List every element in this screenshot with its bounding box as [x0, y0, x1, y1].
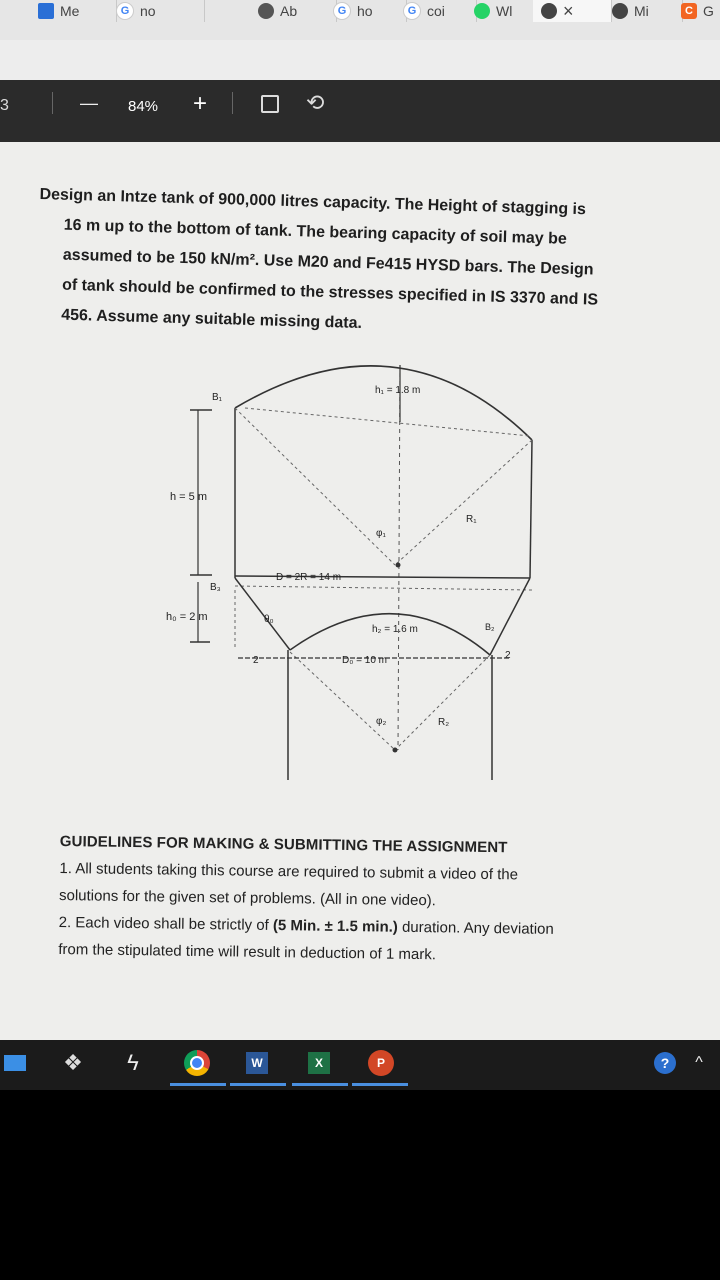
tab-g[interactable]: [673, 0, 720, 22]
close-tab-icon[interactable]: ×: [563, 0, 574, 21]
center-point-r1: [396, 563, 401, 568]
right-wall: [530, 440, 532, 578]
page-number: 3: [0, 97, 9, 114]
tab-label: ho: [357, 3, 373, 19]
excel-icon[interactable]: X: [304, 1048, 334, 1078]
problem-line: of tank should be confirmed to the stresses specified in IS 3370 and IS: [61, 276, 599, 309]
top-dome-outline: [235, 366, 532, 440]
label-h2: h₂ = 1.6 m: [372, 624, 418, 635]
guideline-line: 1. All students taking this course are required to submit a video of the: [59, 859, 519, 884]
active-indicator: [170, 1083, 226, 1086]
intze-tank-diagram: [150, 350, 570, 790]
problem-line: 16 m up to the bottom of tank. The bearing capacity of soil may be: [63, 216, 567, 248]
tab-label: Ab: [280, 3, 298, 19]
word-icon[interactable]: W: [242, 1048, 272, 1078]
blue-app-icon: [38, 3, 54, 19]
tab-label: Me: [60, 3, 80, 19]
guidelines-title: GUIDELINES FOR MAKING & SUBMITTING THE ASSIGNMENT: [59, 832, 508, 857]
app-icon: [541, 3, 557, 19]
problem-line: 456. Assume any suitable missing data.: [60, 306, 363, 333]
guideline-line: from the stipulated time will result in deduction of 1 mark.: [58, 940, 437, 964]
guideline-text: duration. Any deviation: [397, 918, 554, 938]
right-cone: [490, 578, 530, 655]
tab-active[interactable]: [533, 0, 612, 22]
radius-line-r1-left: [235, 408, 395, 565]
tab-label: Wl: [496, 3, 513, 19]
active-indicator: [292, 1083, 348, 1086]
windows-taskbar: [0, 1040, 720, 1090]
radius-line-r2-right: [395, 655, 490, 750]
google-icon: G: [333, 2, 351, 20]
label-r1: R₁: [466, 514, 477, 525]
app-icon: [612, 3, 628, 19]
problem-line: assumed to be 150 kN/m². Use M20 and Fe415 HYSD bars. The Design: [62, 246, 594, 279]
rotate-icon[interactable]: ⟲: [306, 90, 325, 115]
zoom-in-button[interactable]: +: [193, 90, 208, 117]
label-two-left: 2: [253, 655, 259, 666]
active-indicator: [352, 1083, 408, 1086]
zoom-level: 84%: [128, 98, 159, 115]
label-b2: B₂: [485, 622, 495, 632]
zoom-out-button[interactable]: —: [80, 93, 98, 113]
tab-me[interactable]: [30, 0, 117, 22]
ring-beam-b3-line: [235, 586, 532, 590]
label-ho: h₀ = 2 m: [166, 611, 208, 623]
chrome-icon[interactable]: [182, 1048, 212, 1078]
globe-icon: [258, 3, 274, 19]
google-icon: G: [116, 2, 134, 20]
tab-no[interactable]: [108, 0, 205, 22]
dropbox-icon[interactable]: ❖: [63, 1050, 83, 1075]
tab-ab[interactable]: [250, 0, 337, 22]
guideline-duration: (5 Min. ± 1.5 min.): [272, 916, 398, 936]
guideline-line: solutions for the given set of problems. (All in one video).: [58, 886, 437, 910]
tab-label: G: [703, 3, 714, 19]
google-icon: G: [403, 2, 421, 20]
label-b3: B₃: [210, 582, 221, 593]
tab-mi[interactable]: [604, 0, 683, 22]
radius-line-r2-left: [290, 652, 395, 750]
label-b1: B₁: [212, 392, 223, 403]
mail-icon[interactable]: [0, 1048, 30, 1078]
guidelines-section: [58, 828, 650, 971]
powerpoint-icon[interactable]: P: [366, 1048, 396, 1078]
label-d: D = 2R = 14 m: [276, 572, 342, 583]
label-r2: R₂: [438, 717, 450, 728]
problem-line: Design an Intze tank of 900,000 litres capacity. The Height of stagging is: [39, 185, 587, 219]
guideline-text: 2. Each video shall be strictly of: [58, 913, 274, 934]
ring-beam-b1-line: [245, 408, 530, 436]
divider: [232, 92, 233, 114]
radius-line-r1-right: [395, 440, 532, 565]
tab-label: no: [140, 3, 156, 19]
center-axis: [398, 365, 400, 750]
left-cone: [235, 578, 290, 650]
label-do: D₀ = 10 m: [342, 655, 387, 666]
tab-coi[interactable]: [395, 0, 477, 22]
center-point-r2: [393, 748, 398, 753]
active-indicator: [230, 1083, 286, 1086]
label-theta0: θ₀: [264, 614, 274, 625]
divider: [52, 92, 53, 114]
whatsapp-icon: [474, 3, 490, 19]
label-phi2: φ₂: [376, 716, 387, 727]
lightning-icon[interactable]: ϟ: [127, 1050, 139, 1075]
label-phi1: φ₁: [376, 528, 386, 539]
tray-chevron-icon[interactable]: ^: [695, 1054, 703, 1071]
fit-page-icon[interactable]: [261, 95, 279, 113]
tab-label: coi: [427, 3, 445, 19]
orange-c-icon: C: [681, 3, 697, 19]
label-h: h = 5 m: [170, 491, 207, 503]
problem-statement: [36, 180, 665, 347]
help-icon[interactable]: ?: [650, 1048, 680, 1078]
label-two-right: 2: [505, 650, 511, 661]
label-h1: h₁ = 1.8 m: [375, 385, 421, 396]
address-bar-area: [0, 40, 720, 81]
tab-label: Mi: [634, 3, 649, 19]
browser-tab-strip: [0, 0, 720, 40]
